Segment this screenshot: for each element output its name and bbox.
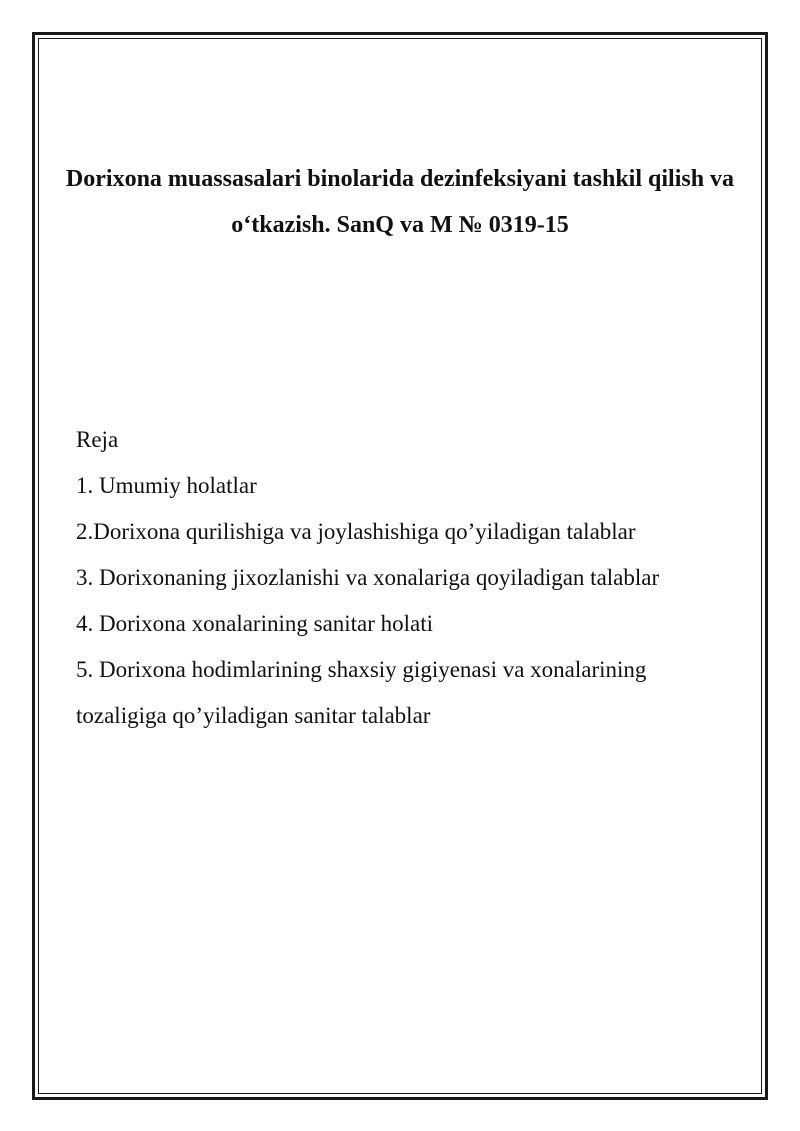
plan-item-2: 2.Dorixona qurilishiga va joylashishiga qo’yiladigan talablar (76, 519, 636, 544)
plan-item-4: 4. Dorixona xonalarining sanitar holati (76, 611, 434, 636)
plan-item-5: 5. Dorixona hodimlarining shaxsiy gigiyenasi va xonalarining tozaligiga qo’yiladigan sanitar talablar (76, 657, 647, 728)
plan-item-3: 3. Dorixonaning jixozlanishi va xonalariga qoyiladigan talablar (76, 565, 660, 590)
plan-heading: Reja (76, 427, 119, 452)
document-title: Dorixona muassasalari binolarida dezinfeksiyani tashkil qilish va o‘tkazish. SanQ va M № 0319-15 (65, 166, 735, 238)
plan-section (76, 417, 736, 739)
plan-item-1: 1. Umumiy holatlar (76, 473, 257, 498)
